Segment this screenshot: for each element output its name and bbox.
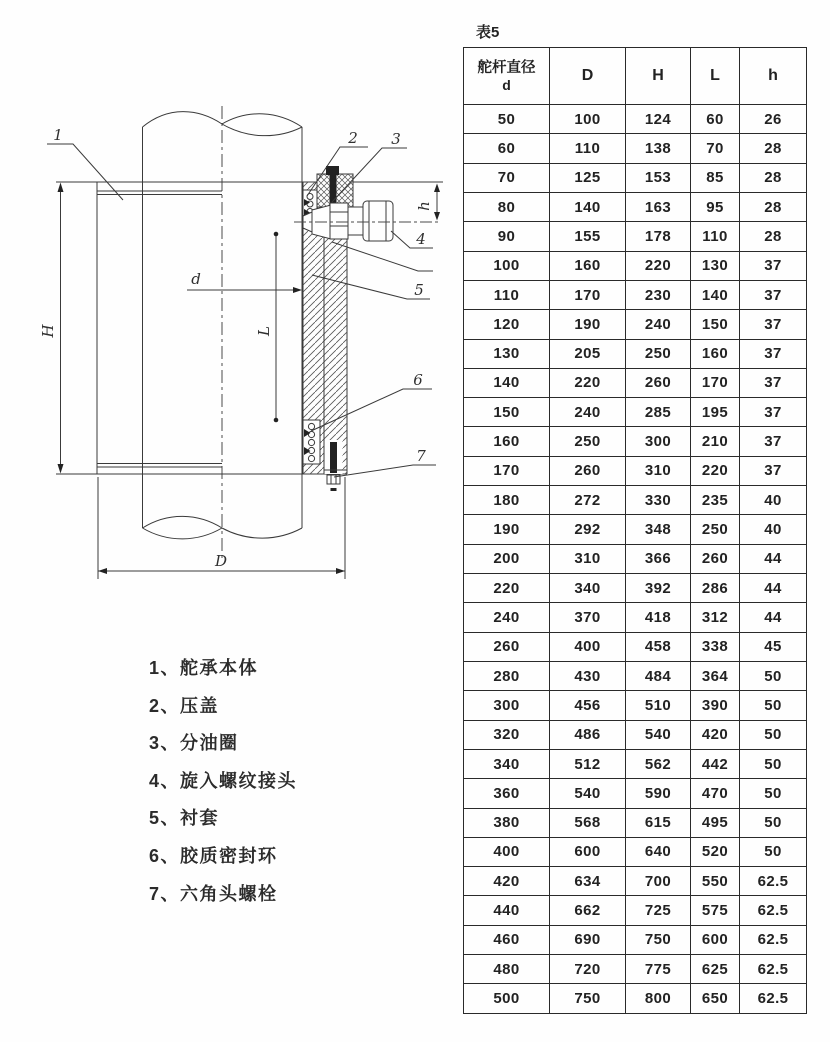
table-cell: 600: [691, 925, 740, 954]
table-cell: 155: [550, 222, 626, 251]
table-cell: 170: [550, 280, 626, 309]
table-row: [464, 339, 807, 368]
table-cell: 60: [464, 134, 550, 163]
legend-item-7: 7、六角头螺栓: [149, 883, 278, 904]
table-row: [464, 222, 807, 251]
table-cell: 100: [550, 105, 626, 134]
table-row: [464, 691, 807, 720]
table-cell: 400: [550, 632, 626, 661]
table-cell: 37: [740, 310, 807, 339]
col-header-cn: 舵杆直径: [477, 59, 536, 76]
table-cell: 260: [550, 456, 626, 485]
table-cell: 348: [626, 515, 691, 544]
table-cell: 360: [464, 779, 550, 808]
table-cell: 50: [740, 749, 807, 778]
table-cell: 28: [740, 134, 807, 163]
table-row: [464, 163, 807, 192]
table-cell: 50: [464, 105, 550, 134]
table-caption: 表5: [476, 24, 500, 41]
table-cell: 690: [550, 925, 626, 954]
table-cell: 440: [464, 896, 550, 925]
table-cell: 28: [740, 163, 807, 192]
table-cell: 634: [550, 867, 626, 896]
dim-label-h: h: [415, 201, 433, 211]
callout-2: 2: [348, 129, 358, 147]
table-cell: 50: [740, 661, 807, 690]
table-row: [464, 105, 807, 134]
table-cell: 420: [691, 720, 740, 749]
table-cell: 50: [740, 837, 807, 866]
table-cell: 512: [550, 749, 626, 778]
table-cell: 28: [740, 222, 807, 251]
table-cell: 110: [550, 134, 626, 163]
callout-4: 4: [416, 230, 426, 248]
table-cell: 37: [740, 339, 807, 368]
table-cell: 750: [550, 984, 626, 1013]
table-row: [464, 661, 807, 690]
table-cell: 272: [550, 486, 626, 515]
table-row: [464, 427, 807, 456]
table-cell: 138: [626, 134, 691, 163]
col-header-D: D: [550, 48, 626, 105]
table-cell: 62.5: [740, 955, 807, 984]
table-cell: 62.5: [740, 896, 807, 925]
table-row: [464, 251, 807, 280]
table-row: [464, 984, 807, 1013]
table-cell: 180: [464, 486, 550, 515]
table-cell: 37: [740, 398, 807, 427]
table-cell: 160: [464, 427, 550, 456]
table-cell: 44: [740, 574, 807, 603]
table-row: [464, 808, 807, 837]
parts-legend: [149, 650, 297, 913]
table-cell: 170: [691, 368, 740, 397]
table-cell: 50: [740, 691, 807, 720]
table-cell: 286: [691, 574, 740, 603]
callout-1: 1: [53, 126, 63, 144]
table-row: [464, 837, 807, 866]
table-row: [464, 280, 807, 309]
table-cell: 37: [740, 251, 807, 280]
col-header-rudder-diameter: [464, 48, 550, 105]
table-cell: 70: [464, 163, 550, 192]
table-cell: 170: [464, 456, 550, 485]
table-cell: 800: [626, 984, 691, 1013]
table-cell: 50: [740, 808, 807, 837]
table-cell: 390: [691, 691, 740, 720]
table-cell: 45: [740, 632, 807, 661]
table-cell: 160: [691, 339, 740, 368]
legend-item-2: 2、压盖: [149, 695, 220, 716]
table-cell: 44: [740, 603, 807, 632]
table-cell: 650: [691, 984, 740, 1013]
table-cell: 240: [550, 398, 626, 427]
table-cell: 37: [740, 280, 807, 309]
table-cell: 235: [691, 486, 740, 515]
table-cell: 775: [626, 955, 691, 984]
legend-item-5: 5、衬套: [149, 808, 220, 829]
table-row: [464, 925, 807, 954]
table-cell: 210: [691, 427, 740, 456]
table-cell: 540: [550, 779, 626, 808]
table-cell: 44: [740, 544, 807, 573]
table-cell: 625: [691, 955, 740, 984]
table-row: [464, 896, 807, 925]
table-cell: 330: [626, 486, 691, 515]
rudder-bearing-section-drawing: [0, 0, 470, 630]
table-row: [464, 574, 807, 603]
table-cell: 366: [626, 544, 691, 573]
col-header-d: d: [502, 76, 511, 93]
table-cell: 456: [550, 691, 626, 720]
table-cell: 600: [550, 837, 626, 866]
table-cell: 540: [626, 720, 691, 749]
table-cell: 370: [550, 603, 626, 632]
table-cell: 420: [464, 867, 550, 896]
table-cell: 124: [626, 105, 691, 134]
table-row: [464, 398, 807, 427]
table-cell: 220: [626, 251, 691, 280]
table-cell: 418: [626, 603, 691, 632]
table-cell: 310: [626, 456, 691, 485]
table-cell: 70: [691, 134, 740, 163]
table-cell: 220: [691, 456, 740, 485]
table-row: [464, 779, 807, 808]
table-cell: 40: [740, 486, 807, 515]
table-cell: 285: [626, 398, 691, 427]
col-header-H: H: [626, 48, 691, 105]
table-cell: 205: [550, 339, 626, 368]
table-row: [464, 368, 807, 397]
callout-3: 3: [391, 130, 401, 148]
dim-label-L: L: [255, 326, 273, 336]
table-cell: 153: [626, 163, 691, 192]
table-cell: 550: [691, 867, 740, 896]
legend-item-3: 3、分油圈: [149, 733, 239, 754]
table-cell: 50: [740, 720, 807, 749]
table-cell: 458: [626, 632, 691, 661]
table-cell: 240: [464, 603, 550, 632]
table-cell: 140: [550, 192, 626, 221]
table-cell: 60: [691, 105, 740, 134]
dimension-h: [434, 184, 440, 221]
table-cell: 340: [464, 749, 550, 778]
dim-label-d: d: [191, 270, 201, 288]
callout-7: 7: [416, 447, 426, 465]
table-cell: 80: [464, 192, 550, 221]
table-cell: 442: [691, 749, 740, 778]
table-cell: 310: [550, 544, 626, 573]
table-cell: 260: [464, 632, 550, 661]
table-cell: 486: [550, 720, 626, 749]
table-cell: 140: [464, 368, 550, 397]
dim-label-D: D: [214, 552, 228, 570]
table-cell: 510: [626, 691, 691, 720]
table-cell: 575: [691, 896, 740, 925]
table-cell: 130: [691, 251, 740, 280]
table-cell: 62.5: [740, 984, 807, 1013]
callout-6: 6: [413, 371, 423, 389]
table-cell: 220: [464, 574, 550, 603]
table-cell: 37: [740, 427, 807, 456]
callout-leaders: [47, 144, 436, 477]
table-cell: 110: [464, 280, 550, 309]
table-cell: 50: [740, 779, 807, 808]
table-cell: 484: [626, 661, 691, 690]
table-header-row: [464, 48, 807, 105]
table-row: [464, 456, 807, 485]
table-cell: 110: [691, 222, 740, 251]
dimension-L: [274, 232, 279, 423]
table-cell: 26: [740, 105, 807, 134]
table-row: [464, 632, 807, 661]
table-cell: 195: [691, 398, 740, 427]
table-cell: 340: [550, 574, 626, 603]
legend-item-6: 6、胶质密封环: [149, 845, 278, 866]
table-row: [464, 544, 807, 573]
table-cell: 392: [626, 574, 691, 603]
table-cell: 125: [550, 163, 626, 192]
table-cell: 150: [691, 310, 740, 339]
spec-table-body: [464, 105, 807, 1014]
dimension-d: [187, 287, 302, 293]
table-cell: 562: [626, 749, 691, 778]
table-cell: 280: [464, 661, 550, 690]
table-row: [464, 749, 807, 778]
legend-item-1: 1、舵承本体: [149, 658, 259, 678]
table-cell: 230: [626, 280, 691, 309]
table-cell: 725: [626, 896, 691, 925]
table-cell: 100: [464, 251, 550, 280]
table-cell: 700: [626, 867, 691, 896]
table-cell: 470: [691, 779, 740, 808]
table-cell: 62.5: [740, 925, 807, 954]
table-cell: 495: [691, 808, 740, 837]
table-cell: 720: [550, 955, 626, 984]
dimension-H: [58, 183, 64, 474]
table-cell: 163: [626, 192, 691, 221]
spec-table-container: [463, 24, 801, 1014]
table-cell: 590: [626, 779, 691, 808]
col-header-h: h: [740, 48, 807, 105]
table-cell: 430: [550, 661, 626, 690]
table-row: [464, 867, 807, 896]
spec-table: [463, 47, 807, 1014]
table-cell: 85: [691, 163, 740, 192]
table-cell: 750: [626, 925, 691, 954]
table-cell: 37: [740, 456, 807, 485]
legend-item-4: 4、旋入螺纹接头: [149, 770, 298, 791]
table-cell: 62.5: [740, 867, 807, 896]
table-cell: 640: [626, 837, 691, 866]
table-cell: 250: [626, 339, 691, 368]
table-cell: 338: [691, 632, 740, 661]
table-cell: 190: [464, 515, 550, 544]
table-row: [464, 955, 807, 984]
table-row: [464, 603, 807, 632]
table-cell: 400: [464, 837, 550, 866]
table-cell: 40: [740, 515, 807, 544]
table-cell: 240: [626, 310, 691, 339]
table-cell: 615: [626, 808, 691, 837]
table-cell: 500: [464, 984, 550, 1013]
table-row: [464, 486, 807, 515]
table-cell: 520: [691, 837, 740, 866]
table-cell: 37: [740, 368, 807, 397]
table-cell: 90: [464, 222, 550, 251]
table-row: [464, 134, 807, 163]
table-cell: 250: [691, 515, 740, 544]
table-cell: 364: [691, 661, 740, 690]
table-cell: 200: [464, 544, 550, 573]
table-cell: 150: [464, 398, 550, 427]
table-cell: 120: [464, 310, 550, 339]
table-cell: 300: [464, 691, 550, 720]
table-cell: 662: [550, 896, 626, 925]
table-cell: 220: [550, 368, 626, 397]
dim-label-H: H: [39, 324, 57, 338]
table-cell: 190: [550, 310, 626, 339]
table-cell: 568: [550, 808, 626, 837]
table-cell: 300: [626, 427, 691, 456]
table-cell: 260: [691, 544, 740, 573]
table-cell: 292: [550, 515, 626, 544]
table-cell: 480: [464, 955, 550, 984]
table-cell: 460: [464, 925, 550, 954]
table-cell: 160: [550, 251, 626, 280]
callout-5: 5: [414, 281, 424, 299]
col-header-L: L: [691, 48, 740, 105]
table-row: [464, 310, 807, 339]
rubber-seal-ring: [303, 420, 320, 464]
table-cell: 260: [626, 368, 691, 397]
table-row: [464, 192, 807, 221]
table-cell: 95: [691, 192, 740, 221]
table-cell: 140: [691, 280, 740, 309]
table-cell: 28: [740, 192, 807, 221]
table-cell: 178: [626, 222, 691, 251]
table-row: [464, 720, 807, 749]
table-cell: 130: [464, 339, 550, 368]
table-cell: 312: [691, 603, 740, 632]
table-cell: 320: [464, 720, 550, 749]
table-row: [464, 515, 807, 544]
table-cell: 250: [550, 427, 626, 456]
table-cell: 380: [464, 808, 550, 837]
